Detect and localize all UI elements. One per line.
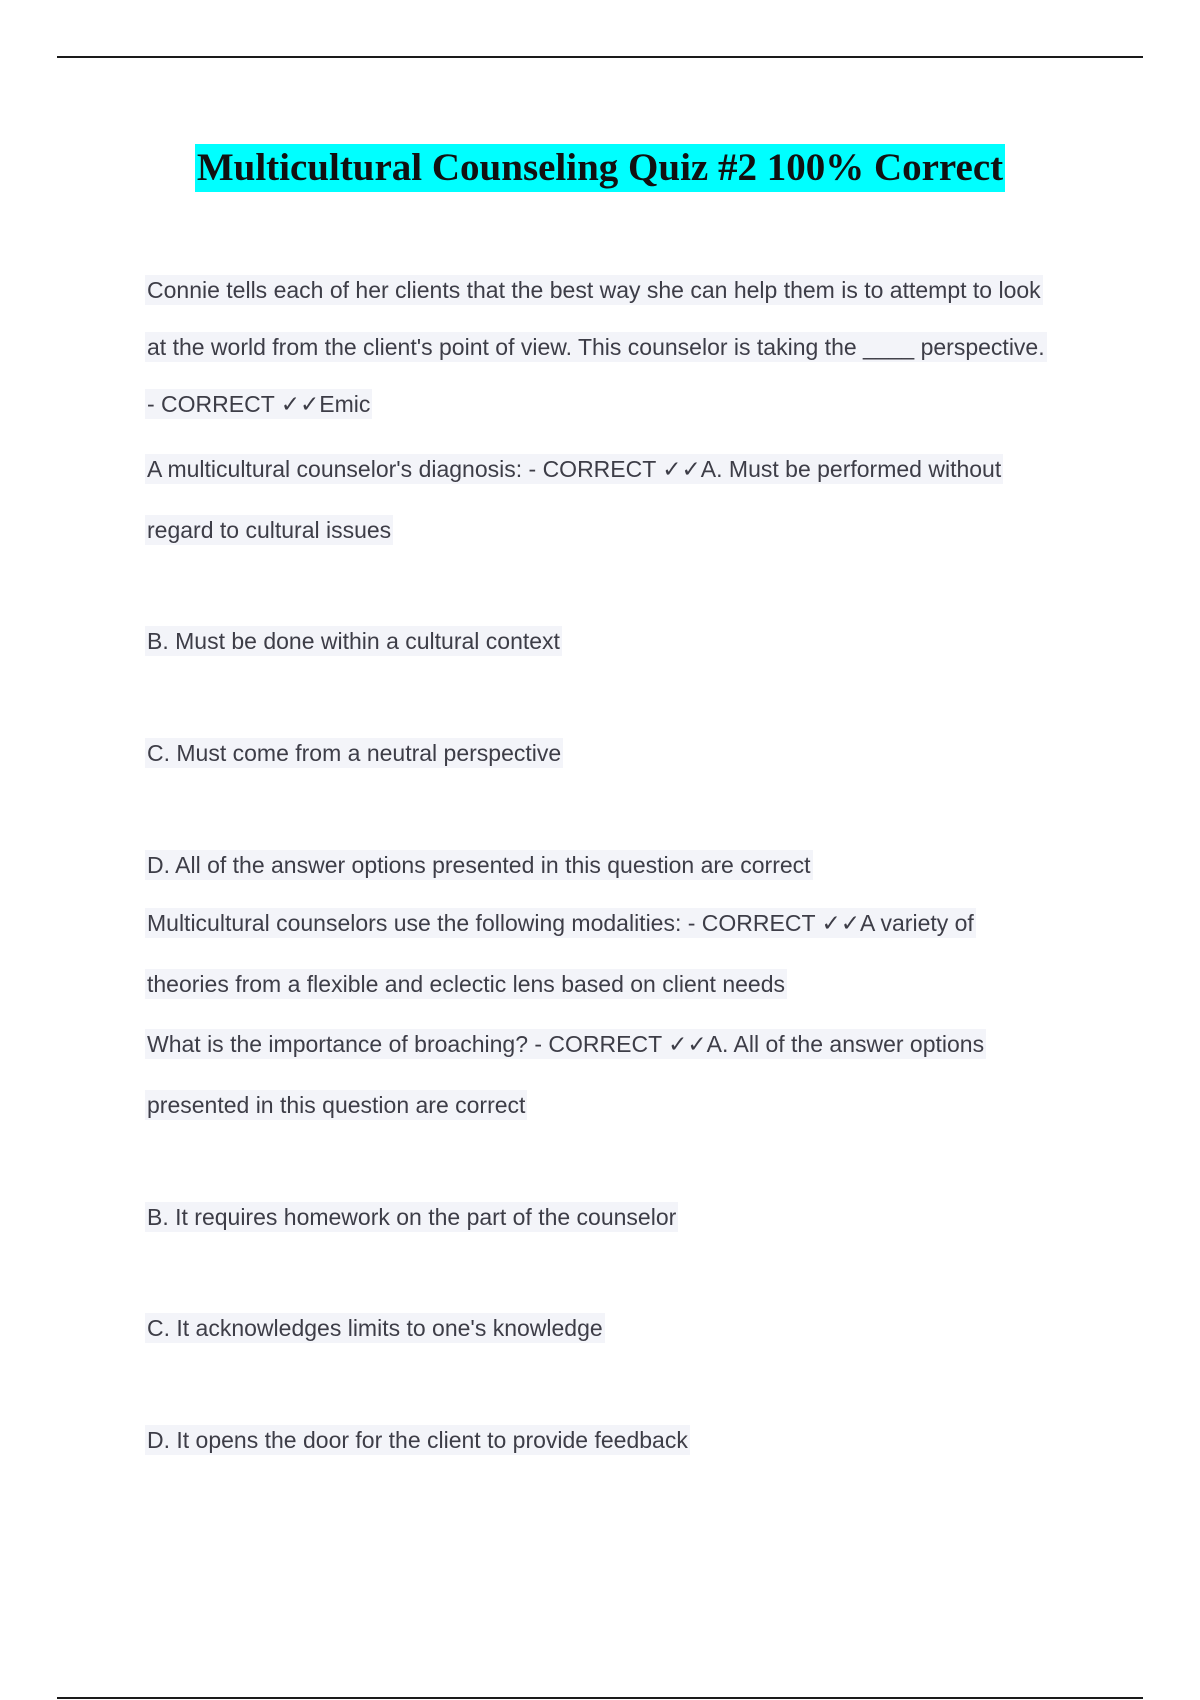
- document-title: Multicultural Counseling Quiz #2 100% Correct: [195, 144, 1005, 192]
- bottom-divider: [57, 1697, 1143, 1699]
- q2-option-b: [145, 626, 562, 656]
- q4-line-1: [145, 1029, 986, 1059]
- q2-option-d: [145, 850, 813, 880]
- q1-line-1: [145, 275, 1043, 305]
- q2-line-2: [145, 515, 393, 545]
- text-line: Multicultural counselors use the following modalities: - CORRECT ✓✓A variety of: [147, 910, 974, 936]
- text-line: at the world from the client's point of view. This counselor is taking the ____ perspective.: [147, 334, 1045, 360]
- q1-line-2: [145, 332, 1047, 362]
- text-line: B. It requires homework on the part of the counselor: [147, 1204, 677, 1230]
- q4-option-d: [145, 1425, 690, 1455]
- text-line: theories from a flexible and eclectic lens based on client needs: [147, 971, 785, 997]
- q1-answer: [145, 389, 372, 419]
- text-line: C. Must come from a neutral perspective: [147, 740, 562, 766]
- title-container: [0, 144, 1200, 192]
- q2-line-1: [145, 454, 1003, 484]
- text-line: - CORRECT ✓✓Emic: [147, 391, 371, 417]
- q3-line-2: [145, 969, 787, 999]
- q4-option-b: [145, 1202, 678, 1232]
- text-line: C. It acknowledges limits to one's knowledge: [147, 1315, 603, 1341]
- text-line: B. Must be done within a cultural context: [147, 628, 560, 654]
- top-divider: [57, 56, 1143, 58]
- text-line: What is the importance of broaching? - CORRECT ✓✓A. All of the answer options: [147, 1031, 985, 1057]
- q4-option-c: [145, 1313, 605, 1343]
- text-line: D. All of the answer options presented in this question are correct: [147, 852, 811, 878]
- text-line: Connie tells each of her clients that the best way she can help them is to attempt to look: [147, 277, 1041, 303]
- text-line: D. It opens the door for the client to provide feedback: [147, 1427, 688, 1453]
- text-line: presented in this question are correct: [147, 1092, 526, 1118]
- text-line: regard to cultural issues: [147, 517, 392, 543]
- q3-line-1: [145, 908, 976, 938]
- q4-line-2: [145, 1090, 527, 1120]
- text-line: A multicultural counselor's diagnosis: - CORRECT ✓✓A. Must be performed without: [147, 456, 1002, 482]
- q2-option-c: [145, 738, 563, 768]
